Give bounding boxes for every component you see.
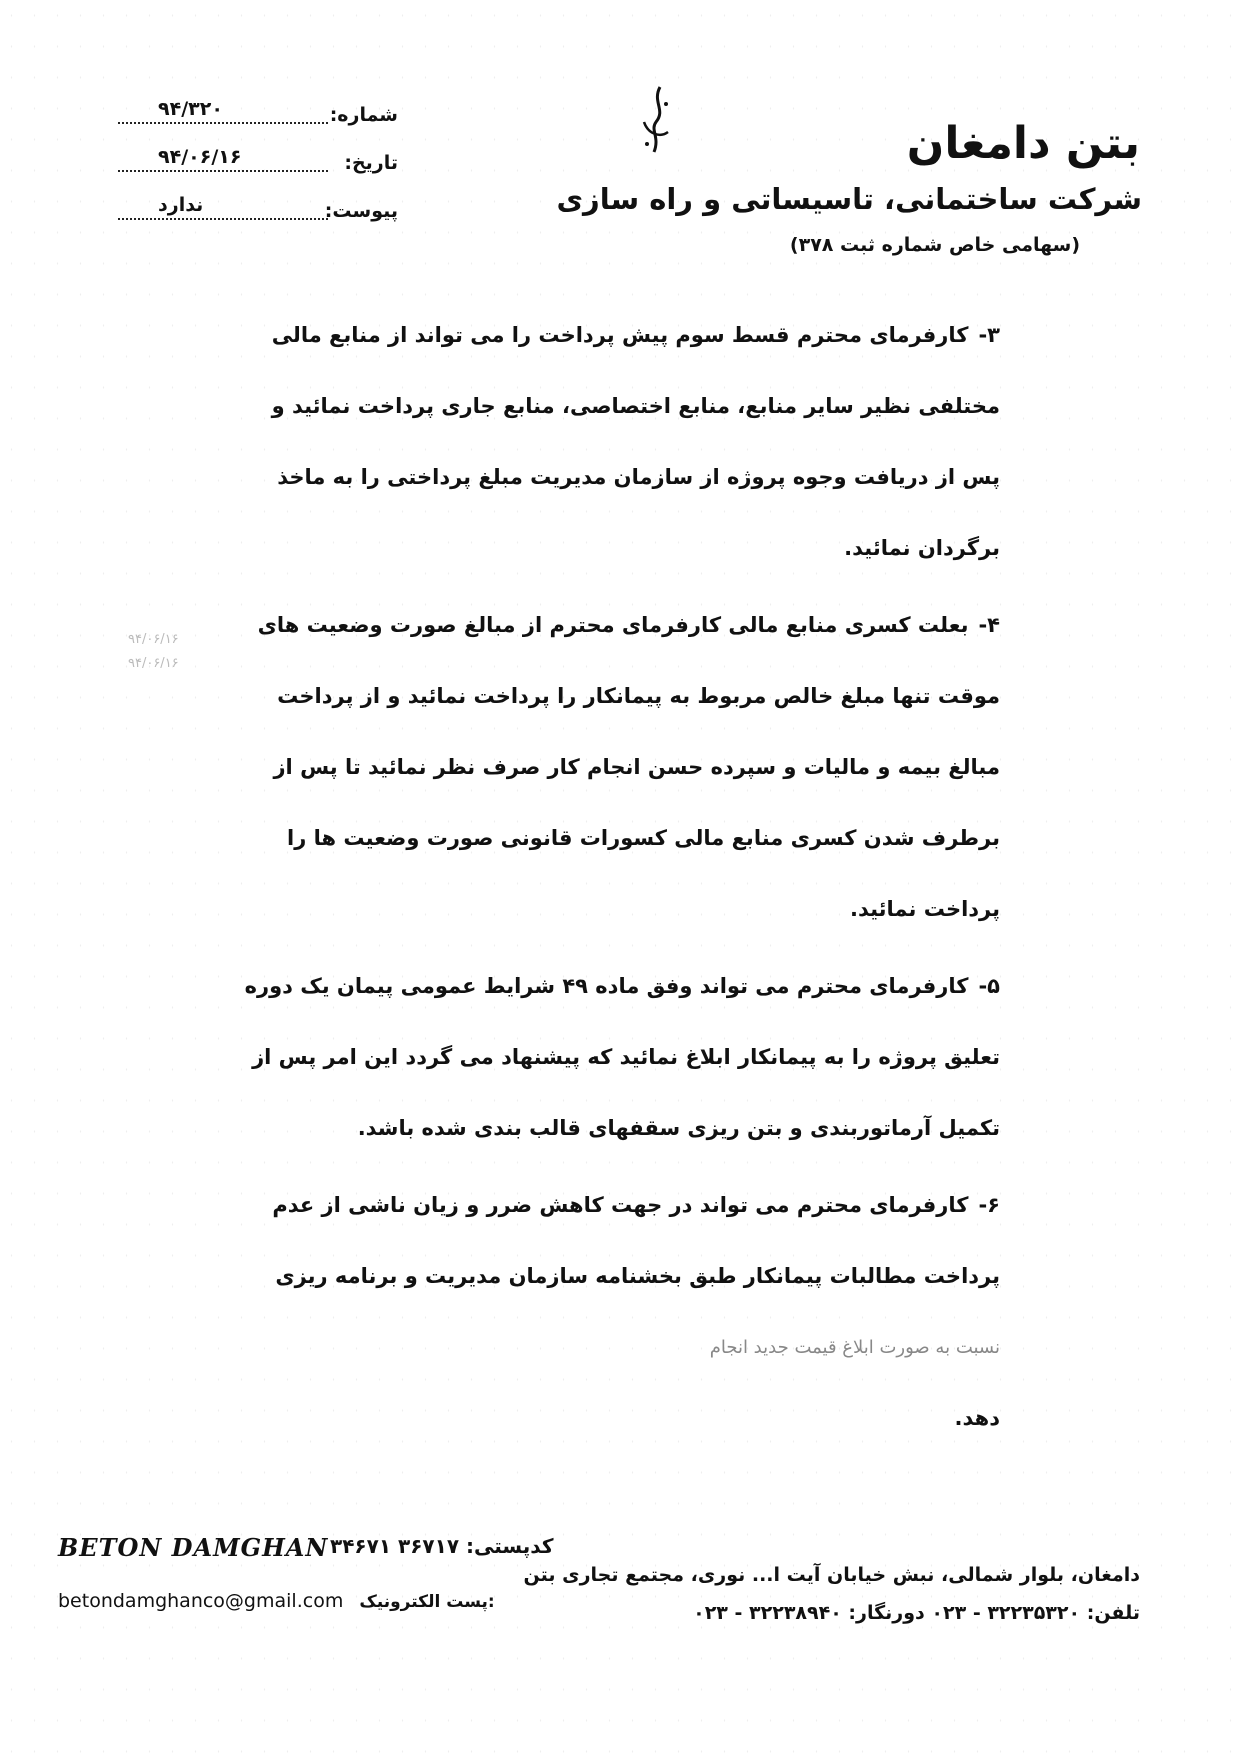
clause-line: برگردان نمائید. [844,536,1000,560]
clause-line: پرداخت نمائید. [849,897,1000,921]
clause-line: تعلیق پروژه را به پیمانکار ابلاغ نمائید که پیشنهاد می گردد این امر پس از [252,1045,1000,1069]
company-subtitle: شرکت ساختمانی، تاسیساتی و راه سازی [556,182,1142,216]
footer-postal [330,1534,553,1558]
clause-line: دهد. [954,1406,1000,1430]
basmala-calligraphy [630,82,680,162]
clause-3 [200,300,1000,584]
clause-6 [200,1170,1000,1454]
postal-label: کدپستی: [466,1534,554,1558]
number-label: شماره: [329,104,398,126]
clause-line: ۳-کارفرمای محترم قسط سوم پیش پرداخت را می تواند از منابع مالی [271,323,1000,347]
clause-line-faint: نسبت به صورت ابلاغ قیمت جدید انجام [709,1337,1000,1358]
clause-line: ۴-بعلت کسری منابع مالی کارفرمای محترم از مبالغ صورت وضعیت های [257,613,1000,637]
clause-line: ۵-کارفرمای محترم می تواند وفق ماده ۴۹ شرایط عمومی پیمان یک دوره [244,974,1000,998]
email-link[interactable]: betondamghanco@gmail.com [58,1590,344,1612]
stamp-text: ۹۴/۰۶/۱۶ [128,632,179,647]
clause-line: ۶-کارفرمای محترم می تواند در جهت کاهش ضرر و زیان ناشی از عدم [272,1193,1000,1217]
stamp-text: ۹۴/۰۶/۱۶ [128,656,179,671]
footer-address: دامغان، بلوار شمالی، نبش خیابان آیت ا... نوری، مجتمع تجاری بتن [523,1564,1140,1586]
dotted-line [118,122,328,124]
footer-brand: BETON DAMGHAN [58,1533,329,1562]
number-value: ۹۴/۳۲۰ [158,98,223,120]
email-label: پست الکترونیک: [359,1592,495,1612]
clause-line: مبالغ بیمه و مالیات و سپرده حسن انجام کار صرف نظر نمائید تا پس از [273,755,1000,779]
clause-number: ۳- [978,323,1000,347]
dotted-line [118,170,328,172]
date-label: تاریخ: [344,152,398,174]
clause-number: ۵- [978,974,1000,998]
letter-meta [118,96,398,240]
company-name: بتن دامغان [906,118,1140,169]
clause-number: ۴- [978,613,1000,637]
letter-body [200,300,1000,1460]
footer-email-row [58,1590,495,1612]
clause-line: پس از دریافت وجوه پروژه از سازمان مدیریت مبلغ پرداختی را به ماخذ [277,465,1000,489]
meta-number-row [118,96,398,144]
clause-line: مختلفی نظیر سایر منابع، منابع اختصاصی، منابع جاری پرداخت نمائید و [271,394,1000,418]
postal-code: ۳۶۷۱۷ ۳۴۶۷۱ [330,1534,460,1558]
clause-5 [200,951,1000,1164]
registration-number: (سهامی خاص شماره ثبت ۳۷۸) [789,234,1080,256]
footer-phones: تلفن: ۳۲۲۳۵۳۲۰ - ۰۲۳ دورنگار: ۳۲۲۳۸۹۴۰ - ۰۲۳ [693,1602,1140,1624]
meta-date-row [118,144,398,192]
attachment-value: ندارد [158,194,204,216]
attachment-label: پیوست: [324,200,398,222]
date-value: ۹۴/۰۶/۱۶ [158,146,242,168]
clause-line: تکمیل آرماتوربندی و بتن ریزی سقفهای قالب بندی شده باشد. [357,1116,1000,1140]
clause-4 [200,590,1000,945]
clause-number: ۶- [978,1193,1000,1217]
meta-attachment-row [118,192,398,240]
clause-line: برطرف شدن کسری منابع مالی کسورات قانونی صورت وضعیت ها را [287,826,1000,850]
dotted-line [118,218,328,220]
clause-line: موقت تنها مبلغ خالص مربوط به پیمانکار را پرداخت نمائید و از پرداخت [277,684,1000,708]
clause-line: پرداخت مطالبات پیمانکار طبق بخشنامه سازمان مدیریت و برنامه ریزی [275,1264,1000,1288]
